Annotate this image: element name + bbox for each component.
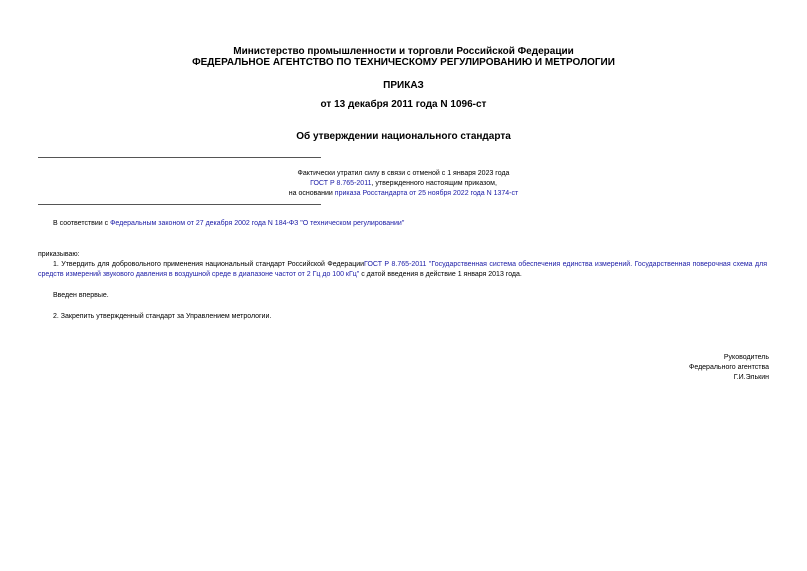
federal-law-link[interactable]: Федеральным законом от 27 декабря 2002 года N 184-ФЗ "О техническом регулировании" (110, 220, 405, 227)
intro-note: Введен впервые. (53, 292, 109, 299)
preamble (53, 219, 773, 229)
ministry-title: Министерство промышленности и торговли Российской Федерации (233, 46, 574, 57)
divider-top (38, 157, 321, 158)
signature-organization: Федерального агентства (689, 364, 769, 371)
document-type: ПРИКАЗ (383, 80, 424, 91)
document-date-number: от 13 декабря 2011 года N 1096-ст (320, 99, 487, 110)
status-note-line3 (0, 189, 807, 199)
rosstandart-order-link[interactable]: приказа Росстандарта от 25 ноября 2022 года N 1374-ст (334, 190, 519, 197)
order-item-1-prefix: 1. Утвердить для добровольного применения национальный стандарт Российской Федерации (53, 261, 365, 268)
gost-link[interactable]: ГОСТ Р 8.765-2011 (310, 180, 372, 187)
status-note-line2-text: , утвержденного настоящим приказом, (371, 180, 497, 187)
status-note-line2 (0, 179, 807, 189)
document-subject: Об утверждении национального стандарта (296, 131, 511, 142)
signature-position: Руководитель (723, 354, 769, 361)
order-item-1-suffix: с датой введения в действие 1 января 2013 года. (359, 271, 522, 278)
order-item-2: 2. Закрепить утвержденный стандарт за Управлением метрологии. (53, 313, 272, 320)
divider-bottom (38, 204, 321, 205)
status-note-line1: Фактически утратил силу в связи с отменой с 1 января 2023 года (297, 170, 510, 177)
gost-standard-link[interactable]: ГОСТ Р 8.765-2011 "Государственная система обеспечения единства измерений. Государственная поверочная схема для средств измерений звукового давления в воздушной среде в диапазоне частот от 2 Гц до 100 кГц" (38, 261, 767, 278)
status-note-line3-prefix: на основании (288, 190, 335, 197)
signature-name: Г.И.Элькин (733, 374, 769, 381)
signature-block (689, 353, 769, 383)
preamble-prefix: В соответствии с (53, 220, 111, 227)
order-word: приказываю: (38, 251, 80, 258)
agency-title: ФЕДЕРАЛЬНОЕ АГЕНТСТВО ПО ТЕХНИЧЕСКОМУ РЕГУЛИРОВАНИЮ И МЕТРОЛОГИИ (192, 57, 615, 68)
order-item-1 (38, 260, 767, 280)
